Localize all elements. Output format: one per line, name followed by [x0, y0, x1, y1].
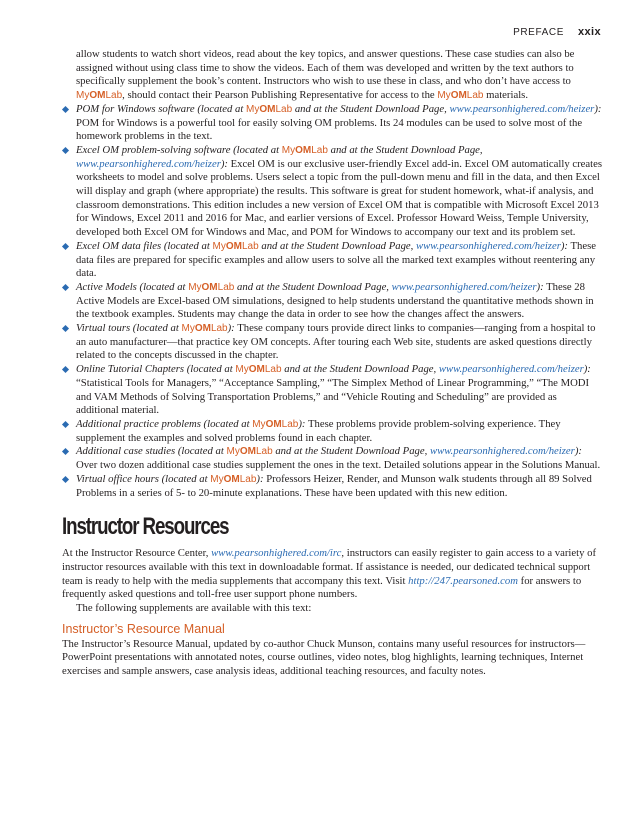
bullet-body: “Statistical Tools for Managers,” “Acceptance Sampling,” “The Simplex Method of Linear Programming,” “The MODI and VAM Methods of Solving Transportation Problems,” and “Vehicle Routing and Scheduling” are provided as additional material.: [76, 376, 590, 417]
download-link[interactable]: www.pearsonhighered.com/heizer: [416, 239, 561, 252]
list-item: [62, 363, 602, 418]
intro-text: allow students to watch short videos, read about the key topics, and answer questions. These case studies can also be assigned without using class time to show the videos. Each of them was developed and written by the text authors to specifically supplement the book’s content. Instructors who wish to use these in class, and who don’t have access to: [76, 48, 575, 88]
irc-link[interactable]: www.pearsonhighered.com/irc: [211, 547, 342, 560]
bullet-lead: Virtual tours (located at MyOMLab):: [76, 322, 235, 335]
bullet-diamond-icon: [62, 106, 69, 113]
list-item: [62, 281, 602, 322]
myomlab-label: MyOMLab: [226, 446, 273, 458]
list-item: [62, 103, 602, 144]
bullet-lead: Virtual office hours (located at MyOMLab):: [76, 472, 264, 485]
bullet-lead: Excel OM data files (located at MyOMLab and at the Student Download Page, www.pearsonhighered.com/heizer):: [76, 239, 568, 252]
intro-paragraph: [62, 48, 602, 103]
bullet-diamond-icon: [62, 147, 69, 154]
list-item: [62, 322, 602, 363]
intro-text-mid: , should contact their Pearson Publishing Representative for access to the: [122, 89, 438, 102]
support-link[interactable]: http://247.pearsoned.com: [408, 574, 518, 587]
resource-bullet-list: [62, 103, 602, 500]
bullet-diamond-icon: [62, 284, 69, 291]
page-number: xxix: [577, 26, 601, 38]
bullet-lead: Active Models (located at MyOMLab and at the Student Download Page, www.pearsonhighered.com/heizer):: [76, 280, 544, 293]
list-item: [62, 240, 602, 281]
list-item: [62, 144, 602, 240]
myomlab-label: MyOMLab: [235, 364, 282, 376]
bullet-body: These problems provide problem-solving experience. They supplement the examples and solved problems found in each chapter.: [76, 417, 561, 444]
bullet-diamond-icon: [62, 476, 69, 483]
bullet-lead: Excel OM problem-solving software (located at MyOMLab and at the Student Download Page, www.pearsonhighered.com/heizer):: [76, 143, 483, 170]
bullet-lead: Online Tutorial Chapters (located at MyOMLab and at the Student Download Page, www.pearsonhighered.com/heizer):: [76, 363, 591, 376]
myomlab-label: MyOMLab: [252, 418, 299, 430]
irc-text: At the Instructor Resource Center,: [62, 547, 212, 560]
bullet-body: These data files are prepared for specific examples and allow users to solve all the marked text examples without reentering any data.: [76, 239, 596, 280]
irc-text-3: for answers to frequently asked questions and toll-free user support phone numbers.: [62, 574, 582, 601]
bullet-body: Excel OM is our exclusive user-friendly Excel add-in. Excel OM automatically creates worksheets to model and solve problems. Users select a topic from the pull-down menu and fill in the data, and then Excel will display and graph (where appropriate) the results. This software is great for student homework, what-if analysis, and classroom demonstrations. This edition includes a new version of Excel OM that is compatible with Microsoft Excel 2013 for Windows, Excel 2011 and 2016 for Mac, and earlier versions of Excel. Professor Howard Weiss, Temple University, developed both Excel OM for Windows and Mac, and POM for Windows to accompany our text and its problem set.: [76, 157, 602, 239]
section-heading: Instructor Resources: [62, 513, 229, 541]
bullet-body: Professors Heizer, Render, and Munson walk students through all 89 Solved Problems in a series of 5- to 20-minute explanations. These have been updated with this new edition.: [76, 472, 592, 499]
manual-paragraph: The Instructor’s Resource Manual, updated by co-author Chuck Munson, contains many useful resources for instructors—PowerPoint presentations with annotated notes, course outlines, video notes, blog highlights, learning techniques, Internet exercises and sample answers, case analysis ideas, additional teaching resources, and faculty notes.: [62, 637, 586, 678]
myomlab-label: MyOMLab: [212, 240, 259, 252]
irc-paragraph: [62, 547, 602, 602]
supplements-intro: The following supplements are available with this text:: [76, 602, 312, 615]
myomlab-label: MyOMLab: [246, 103, 293, 115]
bullet-body: Over two dozen additional case studies supplement the ones in the text. Detailed solutions appear in the Solutions Manual.: [76, 459, 601, 472]
list-item: [62, 473, 602, 500]
bullet-diamond-icon: [62, 448, 69, 455]
download-link[interactable]: www.pearsonhighered.com/heizer: [429, 445, 575, 458]
download-link[interactable]: www.pearsonhighered.com/heizer: [76, 157, 221, 170]
myomlab-label: MyOMLab: [210, 473, 257, 485]
myomlab-label: MyOMLab: [188, 281, 235, 293]
bullet-diamond-icon: [62, 366, 69, 373]
bullet-body: POM for Windows is a powerful tool for easily solving OM problems. Its 24 modules can be used to solve most of the homework problems in the text.: [76, 116, 583, 143]
bullet-lead: Additional case studies (located at MyOMLab and at the Student Download Page, www.pearsonhighered.com/heizer):: [76, 445, 582, 458]
intro-text-end: materials.: [483, 89, 528, 102]
bullet-diamond-icon: [62, 243, 69, 250]
irc-text-2: , instructors can easily register to gain access to a variety of instructor resources available with this text in downloadable format. If assistance is needed, our dedicated technical support team is ready to help with the media supplements that accompany this text. Visit: [62, 547, 597, 587]
list-item: [62, 445, 602, 472]
bullet-lead: Additional practice problems (located at MyOMLab):: [76, 417, 306, 430]
download-link[interactable]: www.pearsonhighered.com/heizer: [449, 102, 595, 115]
running-head: [513, 26, 601, 38]
subsection-heading: Instructor’s Resource Manual: [62, 621, 225, 636]
download-link[interactable]: www.pearsonhighered.com/heizer: [438, 363, 584, 376]
main-content: [62, 48, 602, 679]
myomlab-label: MyOMLab: [437, 90, 484, 102]
bullet-lead: POM for Windows software (located at MyOMLab and at the Student Download Page, www.pearsonhighered.com/heizer):: [76, 102, 602, 115]
bullet-body: These company tours provide direct links to companies—ranging from a hospital to an auto manufacturer—that practice key OM concepts. After touring each Web site, students are asked questions directly related to the concepts discussed in the chapter.: [76, 322, 596, 362]
bullet-diamond-icon: [62, 325, 69, 332]
myomlab-label: MyOMLab: [76, 90, 123, 102]
section-title: PREFACE: [513, 27, 564, 38]
download-link[interactable]: www.pearsonhighered.com/heizer: [391, 280, 537, 293]
myomlab-label: MyOMLab: [281, 144, 328, 156]
bullet-diamond-icon: [62, 421, 69, 428]
list-item: [62, 418, 602, 445]
bullet-body: These 28 Active Models are Excel-based OM simulations, designed to help students understand the quantitative methods shown in the textbook examples. Students may change the data in order to see how the changes affect the answers.: [76, 280, 594, 321]
myomlab-label: MyOMLab: [181, 323, 228, 335]
